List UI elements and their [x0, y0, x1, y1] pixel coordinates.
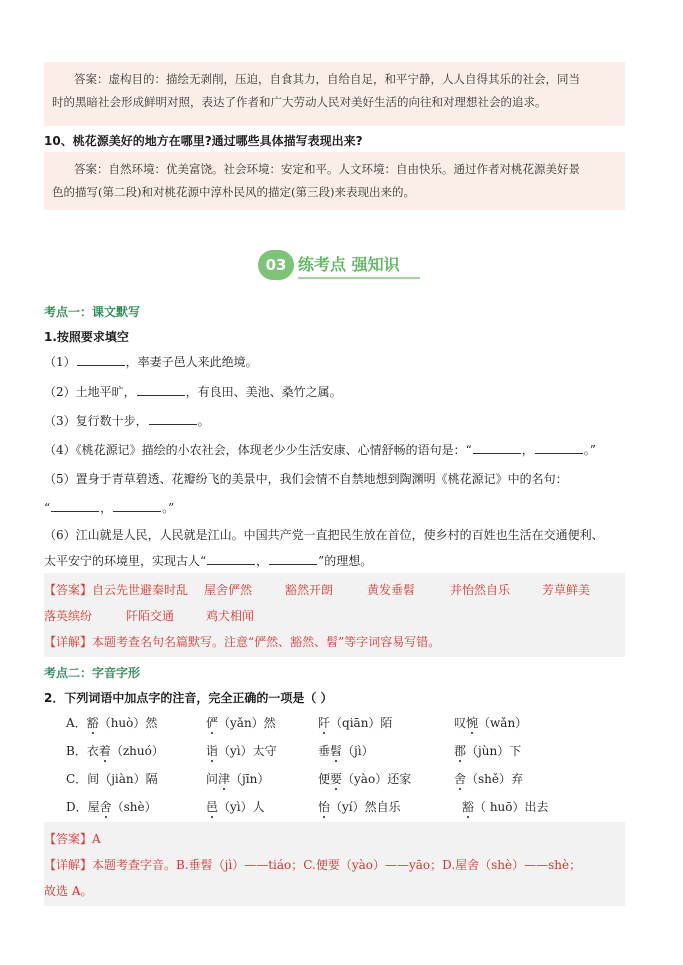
answer-label: 【答案】: [44, 583, 93, 597]
item-text: ，: [100, 501, 113, 515]
section2-answer-box: [44, 822, 625, 906]
fill-item-1: [44, 353, 258, 370]
badge-label: 练考点 强知识: [298, 255, 400, 274]
answer-item: 屋舍俨然: [204, 583, 253, 597]
option-a-1: A．豁（huò）然: [66, 716, 158, 730]
item-text: 。: [197, 414, 210, 428]
detail-label: 【详解】: [44, 635, 93, 649]
answer-value: A: [92, 832, 101, 846]
section1-answer-box: [44, 573, 625, 657]
item-text: 。”: [162, 501, 175, 515]
item-text: （4）《桃花源记》描绘的小农社会，体现老少少生活安康、心情舒畅的语句是：“: [44, 443, 472, 457]
question-10-title: 10、桃花源美好的地方在哪里?通过哪些具体描写表现出来?: [44, 134, 363, 148]
top-answer-line1: 答案：虚构目的：描绘无剥削，压迫，自食其力，自给自足，和平宁静，人人自得其乐的社会，同当: [74, 72, 580, 86]
item-text: 太平安宁的环境里，实现古人“: [44, 554, 207, 568]
option-c-4: 舍（shě）弃: [454, 772, 524, 786]
answer-item: 落英缤纷: [44, 609, 93, 623]
detail-text: 本题考查名句名篇默写。注意“俨然、豁然、髫”等字词容易写错。: [92, 635, 441, 649]
answer-item: 并怡然自乐: [450, 583, 511, 597]
blank: [137, 385, 185, 396]
q10-answer-line1: 答案：自然环境：优美富饶。社会环境：安定和平。人文环境：自由快乐。通过作者对桃花源美好景: [74, 162, 580, 176]
fill-item-4: [44, 441, 596, 458]
fill-item-3: [44, 412, 210, 429]
blank: [51, 501, 99, 512]
item-text: ，率妻子邑人来此绝境。: [125, 355, 258, 369]
detail-row: [44, 852, 625, 878]
blank: [77, 355, 125, 366]
answer-item: 鸡犬相闻: [206, 609, 255, 623]
option-a-2: 俨（yǎn）然: [206, 716, 276, 730]
fill-item-5-cont: [44, 499, 174, 516]
answer-label: 【答案】: [44, 832, 93, 846]
fill-item-2: [44, 383, 342, 400]
q10-answer-box: [44, 152, 625, 210]
item-text: （2）土地平旷，: [44, 385, 136, 399]
item-text: ，有良田、美池、桑竹之属。: [185, 385, 342, 399]
answer-row-1: [44, 577, 625, 603]
item-text: （3）复行数十步，: [44, 414, 148, 428]
fill-item-6: [44, 526, 604, 543]
item-text: （6）江山就是人民，人民就是江山。中国共产党一直把民生放在首位，使乡村的百姓也生活在交通便利、: [44, 528, 604, 542]
item-text: ，: [256, 554, 269, 568]
option-b-2: 诣（yì）太守: [206, 744, 277, 758]
top-answer-box: [44, 62, 625, 126]
blank: [535, 443, 583, 454]
q10-answer-line2: 色的描写(第二段)和对桃花源中淳朴民风的描定(第三段)来表现出来的。: [52, 185, 415, 199]
top-answer-line2: 时的黑暗社会形成鲜明对照，表达了作者和广大劳动人民对美好生活的向往和对理想社会的追求。: [52, 95, 547, 109]
answer-item: 芳草鲜美: [542, 583, 591, 597]
badge-number: 03: [258, 250, 294, 280]
blank: [269, 554, 317, 565]
answer-item: 自云先世避秦时乱: [92, 583, 189, 597]
question-1-title: 1.按照要求填空: [44, 330, 129, 344]
item-text: 。”: [583, 443, 596, 457]
option-a-3: 阡（qiān）陌: [318, 716, 393, 730]
option-d-3: 怡（yí）然自乐: [318, 800, 401, 814]
detail-label: 【详解】: [44, 858, 93, 872]
answer-row-2: [44, 603, 625, 629]
section1-title: 考点一：课文默写: [44, 305, 141, 319]
fill-item-5: [44, 470, 568, 487]
blank: [207, 554, 255, 565]
item-text: ”的理想。: [318, 554, 373, 568]
detail-text: 故选 A。: [44, 884, 93, 898]
item-text: ，: [521, 443, 534, 457]
item-text: （1）: [44, 355, 76, 369]
badge-underline: [298, 277, 420, 279]
option-d-2: 邑（yì）人: [206, 800, 265, 814]
option-d-1: D．屋舍（shè）: [66, 800, 157, 814]
answer-item: 豁然开朗: [285, 583, 334, 597]
option-b-1: B．衣着（zhuó）: [66, 744, 164, 758]
fill-item-6-cont: [44, 552, 372, 569]
detail-row: [44, 629, 625, 655]
section2-title: 考点二：字音字形: [44, 666, 141, 680]
answer-item: 阡陌交通: [126, 609, 175, 623]
section-badge: [258, 250, 424, 280]
blank: [113, 501, 161, 512]
detail-text: 本题考查字音。B.垂髫（jì）——tiáo；C.便要（yào）——yāo；D.屋舍（shè）——shè；: [92, 858, 582, 872]
option-d-4: 豁（ huō）出去: [462, 800, 549, 814]
answer-item: 黄发垂髫: [367, 583, 416, 597]
option-a-4: 叹惋（wǎn）: [454, 716, 528, 730]
item-text: “: [44, 501, 51, 515]
detail-row-2: [44, 878, 625, 904]
option-c-1: C．间（jiàn）隔: [66, 772, 158, 786]
question-2-title: 2．下列词语中加点字的注音，完全正确的一项是（ ）: [44, 691, 333, 705]
blank: [473, 443, 521, 454]
answer-row: [44, 826, 625, 852]
blank: [149, 414, 197, 425]
option-b-3: 垂髫（jì）: [318, 744, 374, 758]
option-b-4: 郡（jùn）下: [454, 744, 522, 758]
option-c-3: 便要（yào）还家: [318, 772, 412, 786]
option-c-2: 问津（jīn）: [206, 772, 270, 786]
item-text: （5）置身于青草碧透、花瓣纷飞的美景中，我们会情不自禁地想到陶渊明《桃花源记》中的名句：: [44, 472, 568, 486]
